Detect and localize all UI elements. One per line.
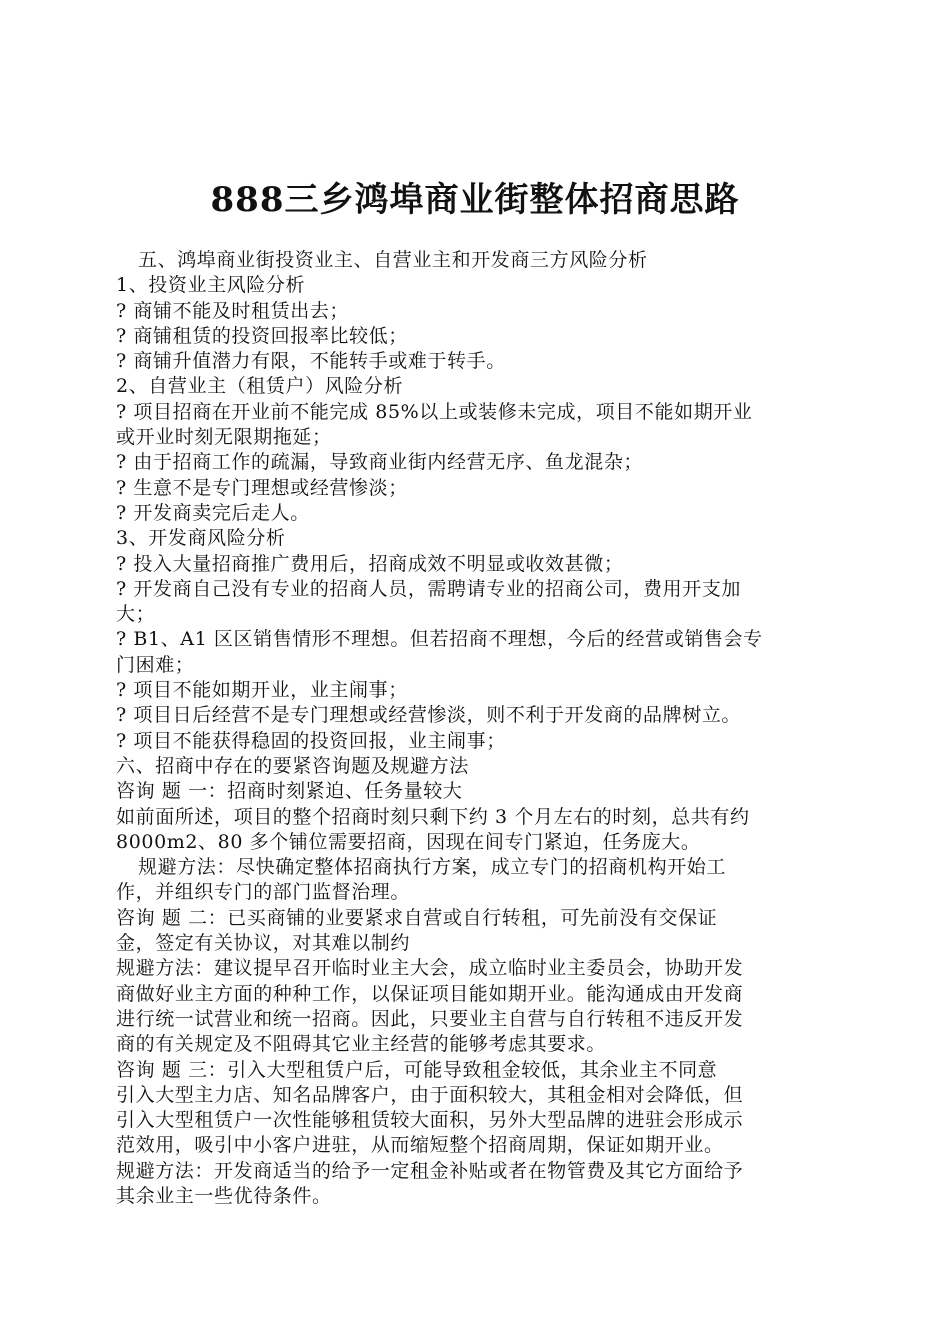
subsection-heading: 2、自营业主（租赁户）风险分析 — [116, 375, 404, 398]
paragraph-line: 引入大型主力店、知名品牌客户，由于面积较大，其租金相对会降低，但 — [116, 1083, 744, 1106]
paragraph-line: 8000m2、80 多个铺位需要招商，因现在间专门紧迫，任务庞大。 — [116, 830, 701, 853]
section-heading: 五、鸿埠商业街投资业主、自营业主和开发商三方风险分析 — [138, 249, 648, 271]
list-item: ? 由于招商工作的疏漏，导致商业街内经营无序、鱼龙混杂； — [116, 451, 644, 474]
list-item-continuation: 门困难； — [116, 653, 195, 676]
document-title: 888三乡鸿埠商业街整体招商思路 — [210, 180, 740, 220]
paragraph-line: 规避方法：开发商适当的给予一定租金补贴或者在物管费及其它方面给予 — [116, 1159, 744, 1182]
paragraph-line: 范效用，吸引中小客户进驻，从而缩短整个招商周期，保证如期开业。 — [116, 1134, 724, 1157]
issue-heading: 咨询 题 二：已买商铺的业要紧求自营或自行转租，可先前没有交保证 — [116, 906, 718, 929]
paragraph-line: 进行统一试营业和统一招商。因此，只要业主自营与自行转租不违反开发 — [116, 1007, 744, 1030]
paragraph-line: 作，并组织专门的部门监督治理。 — [116, 881, 411, 904]
list-item: ? 商铺升值潜力有限，不能转手或难于转手。 — [116, 350, 506, 373]
list-item: ? 项目不能如期开业，业主闹事； — [116, 679, 408, 702]
paragraph-line: 如前面所述，项目的整个招商时刻只剩下约 3 个月左右的时刻，总共有约 — [116, 805, 750, 828]
paragraph-line: 其余业主一些优待条件。 — [116, 1184, 332, 1207]
list-item: ? 商铺租赁的投资回报率比较低； — [116, 324, 408, 347]
section-heading: 六、招商中存在的要紧咨询题及规避方法 — [116, 754, 469, 777]
issue-heading: 咨询 题 三：引入大型租赁户后，可能导致租金较低，其余业主不同意 — [116, 1058, 718, 1081]
paragraph-line: 引入大型租赁户一次性能够租赁较大面积，另外大型品牌的进驻会形成示 — [116, 1109, 744, 1132]
list-item: ? 项目招商在开业前不能完成 85%以上或装修未完成，项目不能如期开业 — [116, 400, 753, 423]
list-item: ? 投入大量招商推广费用后，招商成效不明显或收效甚微； — [116, 552, 624, 575]
issue-heading: 咨询 题 一：招商时刻紧迫、任务量较大 — [116, 780, 463, 803]
paragraph-line: 商做好业主方面的种种工作，以保证项目能如期开业。能沟通成由开发商 — [116, 982, 744, 1005]
list-item: ? 项目日后经营不是专门理想或经营惨淡，则不利于开发商的品牌树立。 — [116, 704, 742, 727]
document-body — [116, 248, 832, 1209]
list-item: ? 开发商自己没有专业的招商人员，需聘请专业的招商公司，费用开支加 — [116, 577, 742, 600]
list-item-continuation: 或开业时刻无限期拖延； — [116, 426, 332, 449]
list-item: ? 生意不是专门理想或经营惨淡； — [116, 476, 408, 499]
list-item: ? 开发商卖完后走人。 — [116, 501, 310, 524]
list-item: ? 项目不能获得稳固的投资回报，业主闹事； — [116, 729, 506, 752]
paragraph-line: 规避方法：建议提早召开临时业主大会，成立临时业主委员会，协助开发 — [116, 957, 744, 980]
subsection-heading: 3、开发商风险分析 — [116, 527, 286, 550]
list-item-continuation: 大； — [116, 603, 156, 626]
subsection-heading: 1、投资业主风险分析 — [116, 274, 306, 297]
paragraph-line: 商的有关规定及不阻碍其它业主经营的能够考虑其要求。 — [116, 1033, 607, 1056]
list-item: ? 商铺不能及时租赁出去； — [116, 299, 350, 322]
list-item: ? B1、A1 区区销售情形不理想。但若招商不理想，今后的经营或销售会专 — [116, 628, 763, 651]
issue-heading-continuation: 金，签定有关协议，对其难以制约 — [116, 932, 411, 955]
paragraph-line: 规避方法：尽快确定整体招商执行方案，成立专门的招商机构开始工 — [138, 856, 727, 879]
